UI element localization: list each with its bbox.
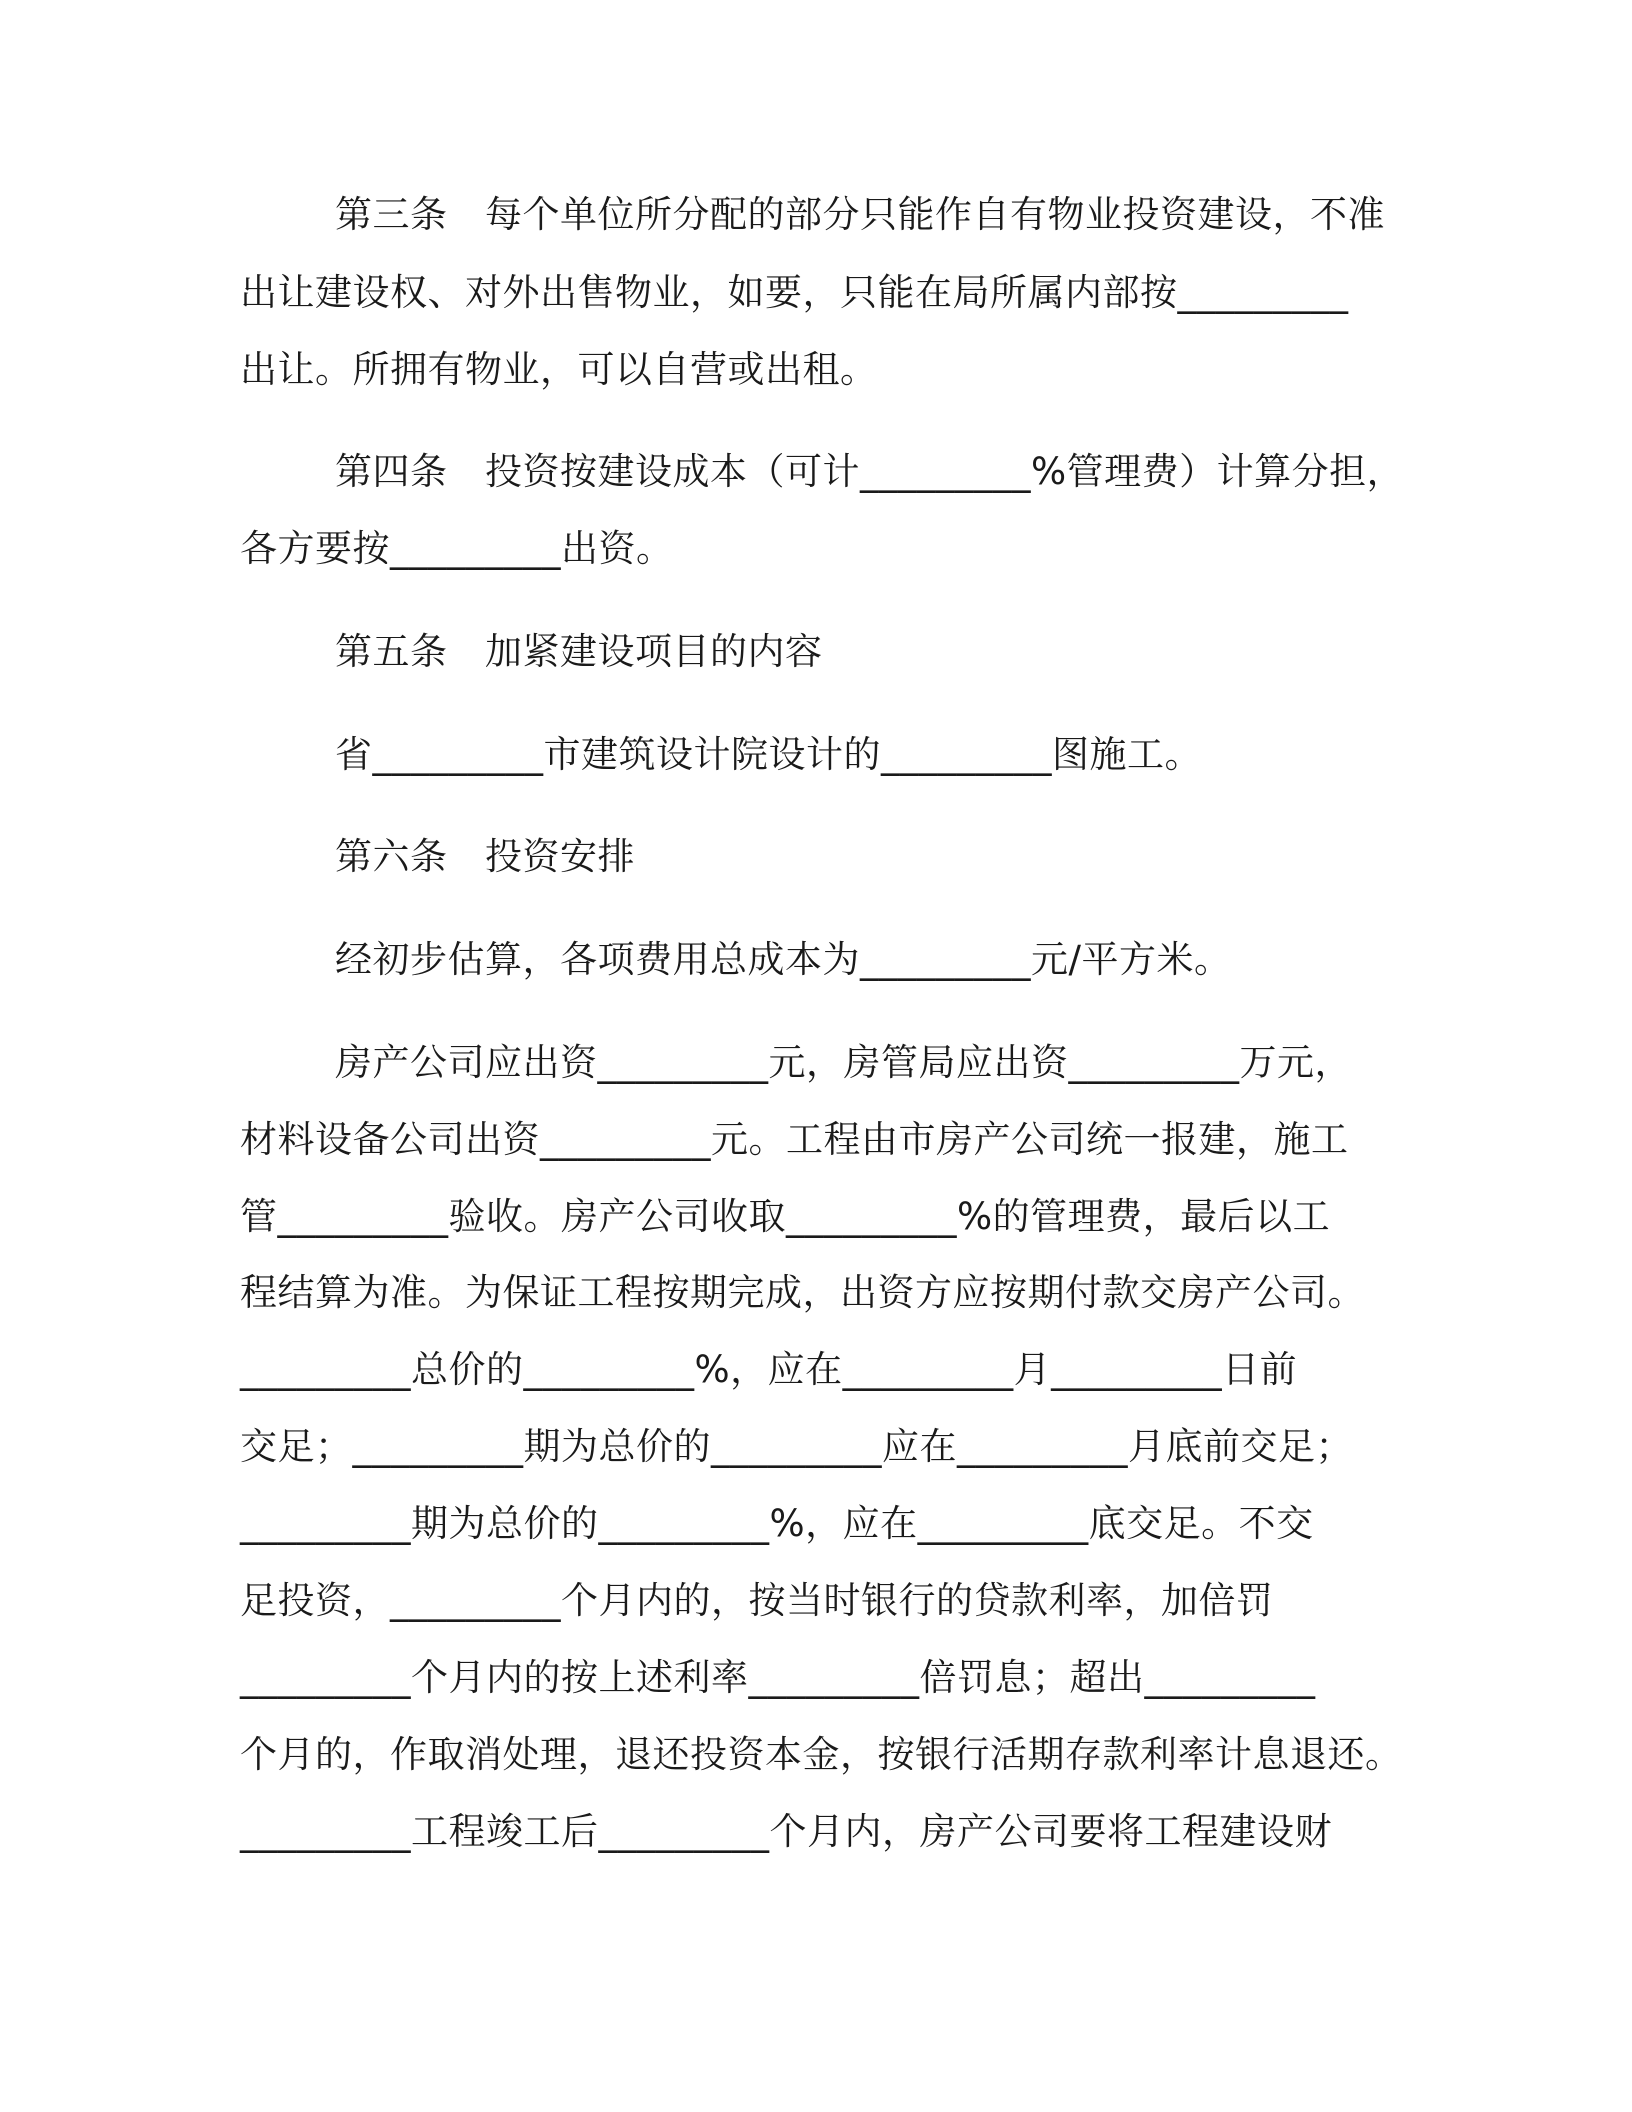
article-6-body-line-11: _________工程竣工后_________个月内，房产公司要将工程建设财 (240, 1810, 1332, 1853)
article-5-heading: 第五条 加紧建设项目的内容 (335, 630, 823, 673)
article-6-body-line-6: 交足；_________期为总价的_________应在_________月底前交足； (240, 1425, 1353, 1468)
article-6-heading: 第六条 投资安排 (335, 835, 635, 878)
article-6-body-line-4: 程结算为准。为保证工程按期完成，出资方应按期付款交房产公司。 (240, 1271, 1365, 1314)
article-6-body-line-9: _________个月内的按上述利率_________倍罚息；超出_________ (240, 1656, 1316, 1699)
article-6-body-line-8: 足投资，_________个月内的，按当时银行的贷款利率，加倍罚 (240, 1579, 1274, 1622)
article-3-line-2: 出让建设权、对外出售物业，如要，只能在局所属内部按_________ (240, 271, 1349, 314)
article-5-content: 省_________市建筑设计院设计的_________图施工。 (335, 733, 1202, 776)
article-6-body-line-3: 管_________验收。房产公司收取_________%的管理费，最后以工 (240, 1195, 1331, 1238)
article-4-line-2: 各方要按_________出资。 (240, 527, 674, 570)
article-6-body-line-2: 材料设备公司出资_________元。工程由市房产公司统一报建，施工 (240, 1118, 1349, 1161)
article-4-line-1: 第四条 投资按建设成本（可计_________%管理费）计算分担， (335, 450, 1405, 493)
article-6-estimate: 经初步估算，各项费用总成本为_________元/平方米。 (335, 938, 1232, 981)
article-6-body-line-10: 个月的，作取消处理，退还投资本金，按银行活期存款利率计息退还。 (240, 1733, 1403, 1776)
article-6-body-line-1: 房产公司应出资_________元，房管局应出资_________万元， (335, 1041, 1352, 1084)
article-3-line-1: 第三条 每个单位所分配的部分只能作自有物业投资建设，不准 (335, 193, 1385, 236)
article-6-body-line-5: _________总价的_________%，应在_________月_________日前 (240, 1348, 1298, 1391)
article-6-body-line-7: _________期为总价的_________%，应在_________底交足。不交 (240, 1502, 1314, 1545)
article-3-line-3: 出让。所拥有物业，可以自营或出租。 (240, 348, 878, 391)
